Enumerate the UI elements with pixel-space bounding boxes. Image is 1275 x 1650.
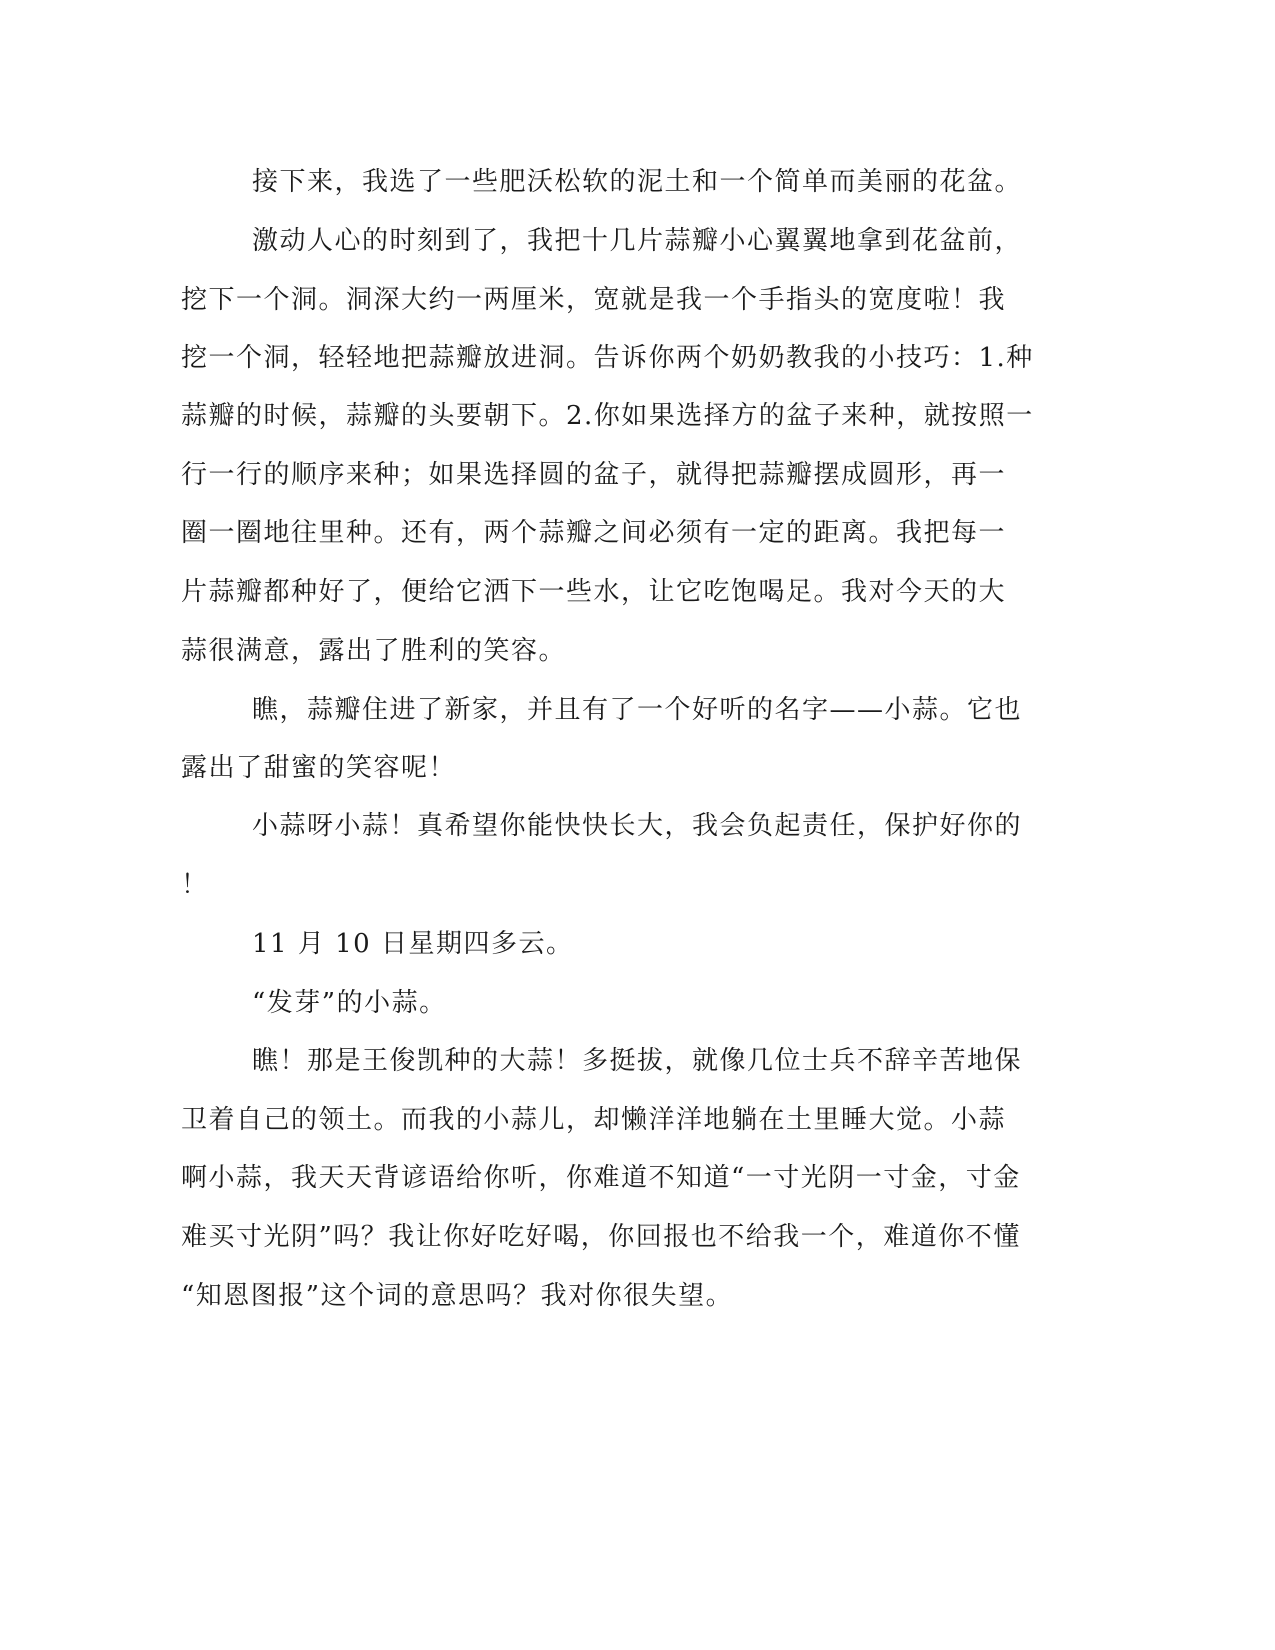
date-line: 11 月 10 日星期四多云。 [252,929,574,959]
subtitle-line: “发芽”的小蒜。 [252,988,447,1018]
paragraph-line: 蒜很满意，露出了胜利的笑容。 [181,636,567,666]
paragraph-line: 激动人心的时刻到了，我把十几片蒜瓣小心翼翼地拿到花盆前， [252,226,1023,256]
paragraph-line: 接下来，我选了一些肥沃松软的泥土和一个简单而美丽的花盆。 [252,167,1023,197]
paragraph-line: ！ [181,870,209,900]
paragraph-line: 行一行的顺序来种；如果选择圆的盆子，就得把蒜瓣摆成圆形，再一 [181,460,1007,490]
paragraph-line: 挖下一个洞。洞深大约一两厘米，宽就是我一个手指头的宽度啦！我 [181,285,1007,315]
paragraph-line: 啊小蒜，我天天背谚语给你听，你难道不知道“一寸光阴一寸金，寸金 [181,1163,1021,1193]
paragraph-line: 片蒜瓣都种好了，便给它洒下一些水，让它吃饱喝足。我对今天的大 [181,577,1007,607]
paragraph-line: 露出了甜蜜的笑容呢！ [181,753,457,783]
paragraph-line: 圈一圈地往里种。还有，两个蒜瓣之间必须有一定的距离。我把每一 [181,518,1007,548]
paragraph-line: 挖一个洞，轻轻地把蒜瓣放进洞。告诉你两个奶奶教我的小技巧：1.种 [181,343,1034,373]
paragraph-line: 瞧！那是王俊凯种的大蒜！多挺拔，就像几位士兵不辞辛苦地保 [252,1046,1023,1076]
paragraph-line: 卫着自己的领土。而我的小蒜儿，却懒洋洋地躺在土里睡大觉。小蒜 [181,1105,1007,1135]
paragraph-line: 小蒜呀小蒜！真希望你能快快长大，我会负起责任，保护好你的 [252,811,1023,841]
paragraph-line: “知恩图报”这个词的意思吗？我对你很失望。 [181,1281,734,1311]
paragraph-line: 蒜瓣的时候，蒜瓣的头要朝下。2.你如果选择方的盆子来种，就按照一 [181,401,1034,431]
paragraph-line: 瞧，蒜瓣住进了新家，并且有了一个好听的名字——小蒜。它也 [252,695,1023,725]
paragraph-line: 难买寸光阴”吗？我让你好吃好喝，你回报也不给我一个，难道你不懂 [181,1222,1021,1252]
